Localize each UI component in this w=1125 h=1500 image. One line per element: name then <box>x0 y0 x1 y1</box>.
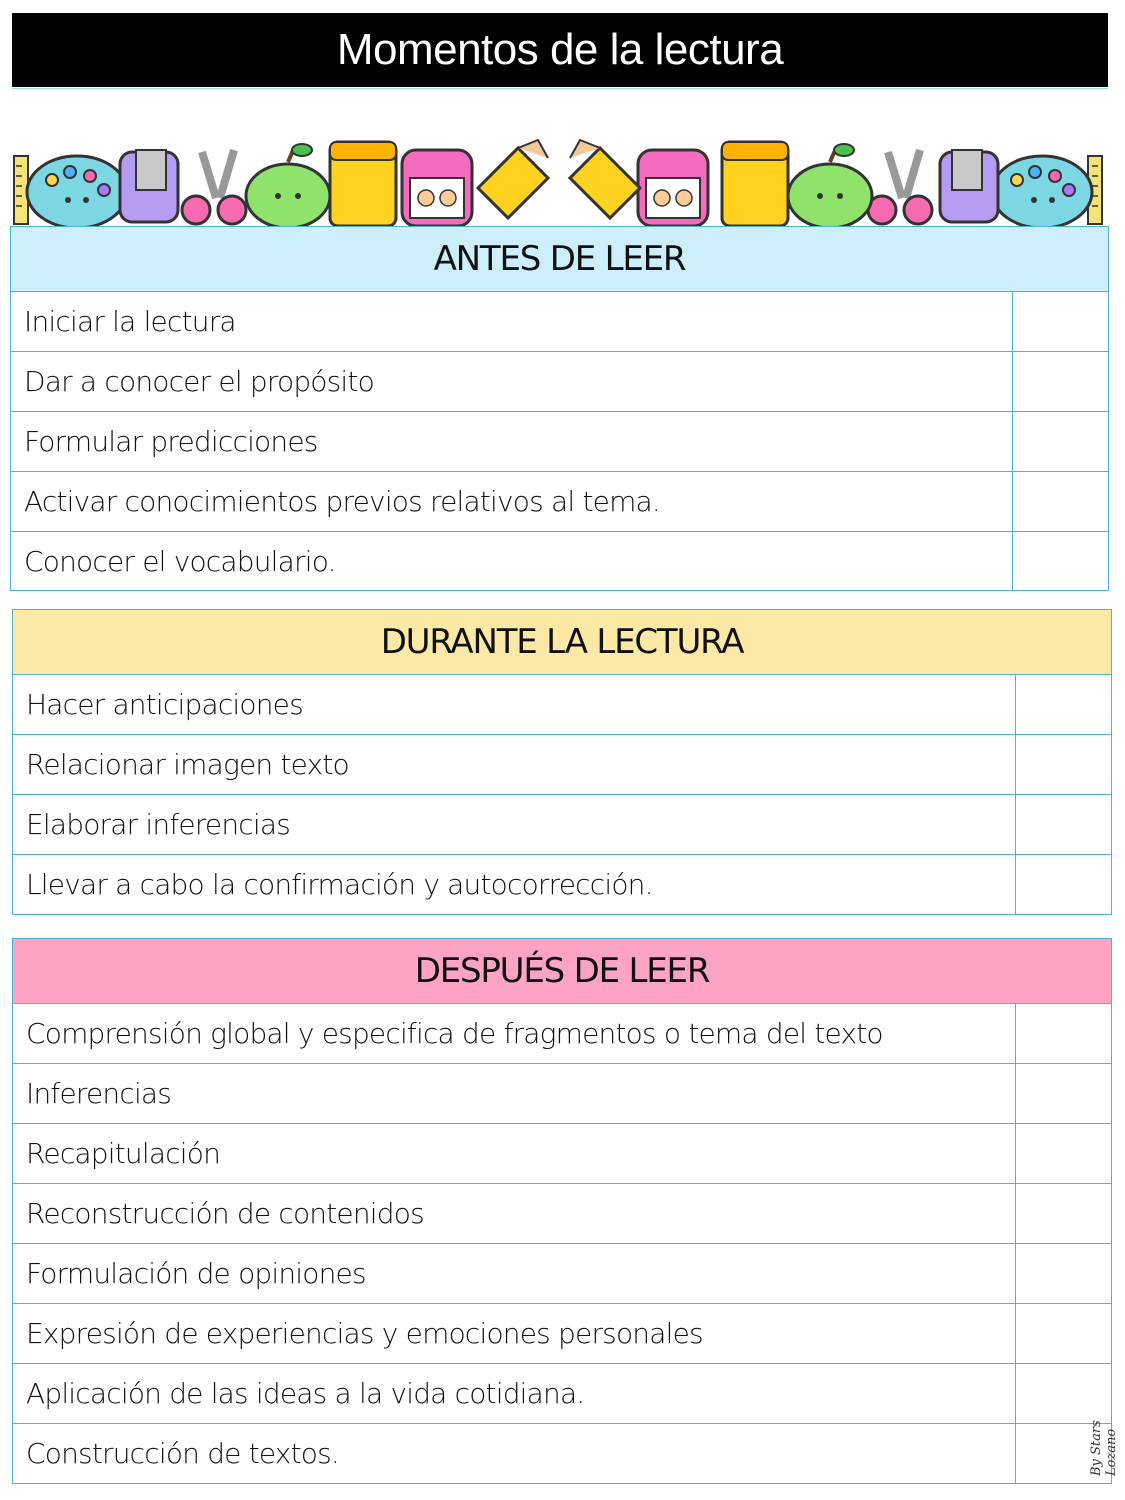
checklist-item-label: Dar a conocer el propósito <box>24 365 374 398</box>
checklist-item-label: Reconstrucción de contenidos <box>26 1197 424 1230</box>
checklist-item-label: Formular predicciones <box>24 425 318 458</box>
checklist-row <box>13 854 1111 914</box>
checklist-row <box>13 1363 1111 1423</box>
checklist-row <box>13 794 1111 854</box>
checklist-row <box>11 531 1108 591</box>
checklist-row <box>11 291 1108 351</box>
eraser-icon <box>638 150 708 226</box>
checkbox-cell[interactable] <box>1012 412 1108 471</box>
title-underline <box>12 88 1108 89</box>
checklist-item-label: Conocer el vocabulario. <box>24 545 336 578</box>
pencil-sharpener-icon <box>940 150 998 222</box>
checkbox-cell[interactable] <box>1015 855 1111 914</box>
apple-icon <box>246 144 330 228</box>
checklist-row <box>13 1303 1111 1363</box>
pencil-sharpener-icon <box>120 150 178 222</box>
checklist-row <box>13 1123 1111 1183</box>
checklist-row <box>13 1183 1111 1243</box>
checkbox-cell[interactable] <box>1012 352 1108 411</box>
glue-stick-icon <box>722 142 788 226</box>
section-despues-de-leer <box>12 938 1119 1484</box>
checkbox-cell[interactable] <box>1015 1064 1111 1123</box>
apple-icon <box>788 144 872 228</box>
checklist-item-label: Recapitulación <box>26 1137 221 1170</box>
checklist-item-label: Relacionar imagen texto <box>26 748 349 781</box>
checkbox-cell[interactable] <box>1015 1244 1111 1303</box>
checkbox-cell[interactable] <box>1012 292 1108 351</box>
checklist-item-label: Inferencias <box>26 1077 172 1110</box>
checklist-row <box>13 1243 1111 1303</box>
checklist-item-label: Activar conocimientos previos relativos al tema. <box>24 485 661 518</box>
section-durante-la-lectura <box>12 609 1112 915</box>
checklist-item-label: Comprensión global y especifica de fragmentos o tema del texto <box>26 1017 883 1050</box>
scissors-icon <box>868 150 932 224</box>
checklist-item-label: Aplicación de las ideas a la vida cotidiana. <box>26 1377 585 1410</box>
checklist-item-label: Llevar a cabo la confirmación y autocorrección. <box>26 868 653 901</box>
checklist-row <box>11 471 1108 531</box>
checkbox-cell[interactable] <box>1012 532 1108 591</box>
eraser-icon <box>402 150 472 226</box>
paint-palette-icon <box>992 156 1092 228</box>
scissors-icon <box>182 150 246 224</box>
checkbox-cell[interactable] <box>1015 1124 1111 1183</box>
checklist-row <box>13 1423 1111 1483</box>
checklist-row <box>11 411 1108 471</box>
checklist-row <box>13 674 1111 734</box>
checklist-item-label: Formulación de opiniones <box>26 1257 366 1290</box>
checkbox-cell[interactable] <box>1015 795 1111 854</box>
checklist-row <box>11 351 1108 411</box>
checklist-row <box>13 734 1111 794</box>
school-supplies-border <box>12 128 1106 228</box>
checklist-item-label: Hacer anticipaciones <box>26 688 303 721</box>
paint-palette-icon <box>27 156 127 228</box>
checkbox-cell[interactable] <box>1015 735 1111 794</box>
checklist-item-label: Elaborar inferencias <box>26 808 291 841</box>
pencil-icon <box>570 140 640 218</box>
page-title: Momentos de la lectura <box>12 13 1108 87</box>
checklist-row <box>13 1003 1111 1063</box>
checklist-item-label: Expresión de experiencias y emociones personales <box>26 1317 703 1350</box>
checklist-item-label: Construcción de textos. <box>26 1437 339 1470</box>
pencil-icon <box>478 140 548 218</box>
checkbox-cell[interactable] <box>1015 1304 1111 1363</box>
checklist-item-label: Iniciar la lectura <box>24 305 236 338</box>
section-header: DURANTE LA LECTURA <box>13 610 1111 674</box>
checklist-row <box>13 1063 1111 1123</box>
checkbox-cell[interactable] <box>1015 675 1111 734</box>
section-antes-de-leer <box>10 226 1109 591</box>
author-credit: By Stars Lozano <box>1089 1420 1119 1476</box>
section-header: DESPUÉS DE LEER <box>13 939 1111 1003</box>
glue-stick-icon <box>330 142 396 226</box>
checkbox-cell[interactable] <box>1015 1004 1111 1063</box>
checkbox-cell[interactable] <box>1015 1184 1111 1243</box>
section-header: ANTES DE LEER <box>11 227 1108 291</box>
checkbox-cell[interactable] <box>1012 472 1108 531</box>
